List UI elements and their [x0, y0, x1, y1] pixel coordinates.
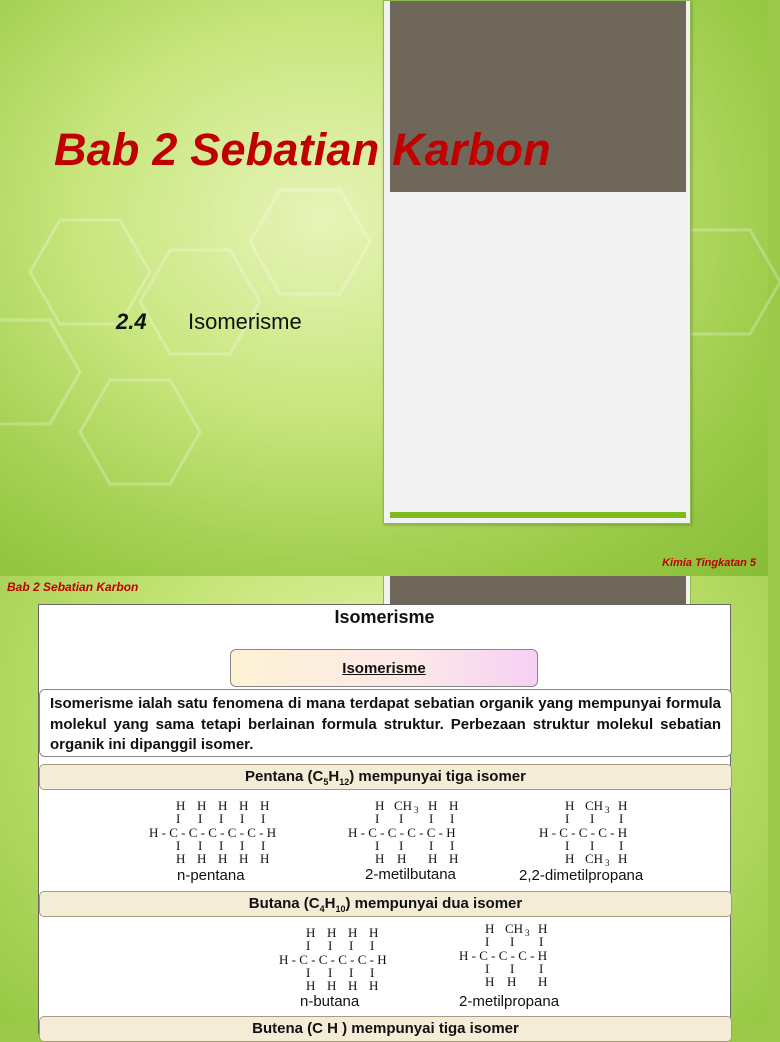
svg-text:I: I	[399, 838, 404, 853]
svg-text:3: 3	[525, 928, 530, 938]
svg-text:H: H	[397, 851, 407, 866]
2-methylpropane-structure	[457, 919, 597, 991]
section-title: Isomerisme	[188, 309, 302, 334]
svg-text:H: H	[618, 851, 628, 866]
svg-text:I: I	[306, 938, 311, 953]
svg-text:I: I	[370, 965, 375, 980]
svg-text:CH: CH	[585, 851, 604, 866]
svg-text:I: I	[176, 838, 181, 853]
content-slide	[0, 576, 768, 1037]
svg-text:H: H	[176, 798, 186, 813]
svg-text:I: I	[261, 811, 266, 826]
svg-text:H: H	[449, 798, 459, 813]
panel-title: Isomerisme	[334, 607, 435, 627]
svg-text:H: H	[218, 851, 228, 866]
svg-text:H: H	[239, 851, 249, 866]
svg-text:I: I	[450, 838, 455, 853]
svg-text:H - C - C - C - C - H: H - C - C - C - C - H	[279, 952, 387, 967]
hexagon-decoration	[80, 380, 200, 484]
svg-text:H - C - C - C - C - H: H - C - C - C - C - H	[348, 825, 456, 840]
svg-text:H: H	[369, 925, 379, 940]
svg-text:3: 3	[605, 858, 610, 868]
svg-text:I: I	[261, 838, 266, 853]
svg-text:I: I	[539, 934, 544, 949]
svg-text:H: H	[485, 974, 495, 989]
svg-text:H: H	[260, 851, 270, 866]
svg-text:H: H	[428, 851, 438, 866]
svg-text:I: I	[328, 938, 333, 953]
svg-text:CH: CH	[585, 798, 604, 813]
butene-band: Butena (C H ) mempunyai tiga isomer	[39, 1016, 732, 1042]
svg-text:H: H	[375, 798, 385, 813]
svg-text:I: I	[539, 961, 544, 976]
band-sub: 10	[335, 904, 346, 914]
svg-text:H: H	[375, 851, 385, 866]
band-text: Pentana (C	[245, 768, 324, 785]
slide-title: Bab 2 Sebatian Karbon	[54, 124, 551, 175]
svg-text:H: H	[538, 921, 548, 936]
svg-text:H - C - C - C - H: H - C - C - C - H	[539, 825, 628, 840]
svg-text:I: I	[375, 811, 380, 826]
svg-text:I: I	[450, 811, 455, 826]
photo-accent-line	[390, 512, 686, 518]
svg-text:I: I	[349, 965, 354, 980]
hexagon-decoration	[140, 250, 260, 354]
svg-text:I: I	[240, 838, 245, 853]
svg-text:H: H	[197, 851, 207, 866]
svg-text:I: I	[485, 934, 490, 949]
band-sub: 5	[323, 777, 329, 787]
svg-text:I: I	[485, 961, 490, 976]
svg-text:H: H	[485, 921, 495, 936]
svg-text:I: I	[619, 838, 624, 853]
isomer-name: 2,2-dimetilpropana	[519, 867, 644, 884]
svg-text:H: H	[565, 851, 575, 866]
slide-header: Bab 2 Sebatian Karbon	[7, 580, 139, 594]
svg-text:I: I	[370, 938, 375, 953]
hexagon-decoration	[0, 320, 80, 424]
photo-placeholder	[383, 0, 691, 524]
isomer-name: 2-metilpropana	[459, 993, 560, 1010]
hexagon-decoration	[250, 190, 370, 294]
svg-text:H: H	[306, 925, 316, 940]
svg-text:H: H	[176, 851, 186, 866]
isomer-name: 2-metilbutana	[365, 866, 456, 883]
n-pentane-structure	[143, 796, 303, 868]
svg-text:H: H	[348, 925, 358, 940]
svg-text:H: H	[306, 978, 316, 993]
svg-text:H: H	[369, 978, 379, 993]
svg-text:I: I	[219, 838, 224, 853]
svg-text:H - C - C - C - C - C - H: H - C - C - C - C - C - H	[149, 825, 277, 840]
band-text: Butana (C	[248, 895, 320, 912]
svg-text:CH: CH	[505, 921, 524, 936]
svg-text:3: 3	[605, 805, 610, 815]
pentane-band	[39, 764, 732, 790]
svg-text:H: H	[327, 925, 337, 940]
svg-text:H: H	[348, 978, 358, 993]
svg-text:I: I	[219, 811, 224, 826]
svg-text:H: H	[449, 851, 459, 866]
band-sub: 4	[319, 904, 325, 914]
svg-text:H: H	[218, 798, 228, 813]
band-text: H	[324, 895, 336, 912]
svg-text:I: I	[240, 811, 245, 826]
2-methylbutane-structure	[342, 796, 502, 868]
isomer-name: n-butana	[300, 993, 360, 1010]
svg-text:H: H	[327, 978, 337, 993]
subtitle-box	[230, 649, 538, 687]
svg-text:I: I	[399, 811, 404, 826]
section-number: 2.4	[116, 309, 147, 334]
svg-text:I: I	[198, 811, 203, 826]
svg-text:H: H	[565, 798, 575, 813]
svg-text:H - C - C - C - H: H - C - C - C - H	[459, 948, 548, 963]
2-2-dimethylpropane-structure	[535, 796, 675, 868]
svg-text:I: I	[429, 811, 434, 826]
subtitle-text: Isomerisme	[342, 660, 426, 677]
slide-footer: Kimia Tingkatan 5	[662, 557, 756, 569]
definition-box: Isomerisme ialah satu fenomena di mana terdapat sebatian organik yang mempunyai formula molekul yang sama tetapi berlainan formula struktur. Perbezaan struktur molekul sebatian organik ini dipanggil isomer.	[39, 689, 732, 757]
svg-text:CH: CH	[394, 798, 413, 813]
svg-text:I: I	[328, 965, 333, 980]
isomer-name: n-pentana	[177, 867, 245, 884]
svg-text:I: I	[176, 811, 181, 826]
svg-text:H: H	[538, 974, 548, 989]
svg-text:I: I	[590, 838, 595, 853]
svg-text:I: I	[510, 934, 515, 949]
svg-text:H: H	[428, 798, 438, 813]
svg-text:I: I	[306, 965, 311, 980]
butane-band	[39, 891, 732, 917]
svg-text:I: I	[198, 838, 203, 853]
svg-text:I: I	[510, 961, 515, 976]
svg-text:I: I	[349, 938, 354, 953]
content-panel	[38, 604, 731, 1037]
band-text: ) mempunyai tiga isomer	[349, 768, 526, 785]
svg-text:3: 3	[414, 805, 419, 815]
svg-text:H: H	[239, 798, 249, 813]
svg-text:I: I	[590, 811, 595, 826]
svg-text:H: H	[260, 798, 270, 813]
svg-text:H: H	[618, 798, 628, 813]
band-sub: 12	[339, 777, 350, 787]
band-text: H	[328, 768, 340, 785]
svg-text:H: H	[197, 798, 207, 813]
n-butane-structure	[273, 923, 413, 995]
svg-text:I: I	[565, 838, 570, 853]
svg-text:H: H	[507, 974, 517, 989]
band-text: ) mempunyai dua isomer	[345, 895, 523, 912]
svg-text:I: I	[375, 838, 380, 853]
svg-text:I: I	[565, 811, 570, 826]
svg-text:I: I	[619, 811, 624, 826]
svg-text:I: I	[429, 838, 434, 853]
